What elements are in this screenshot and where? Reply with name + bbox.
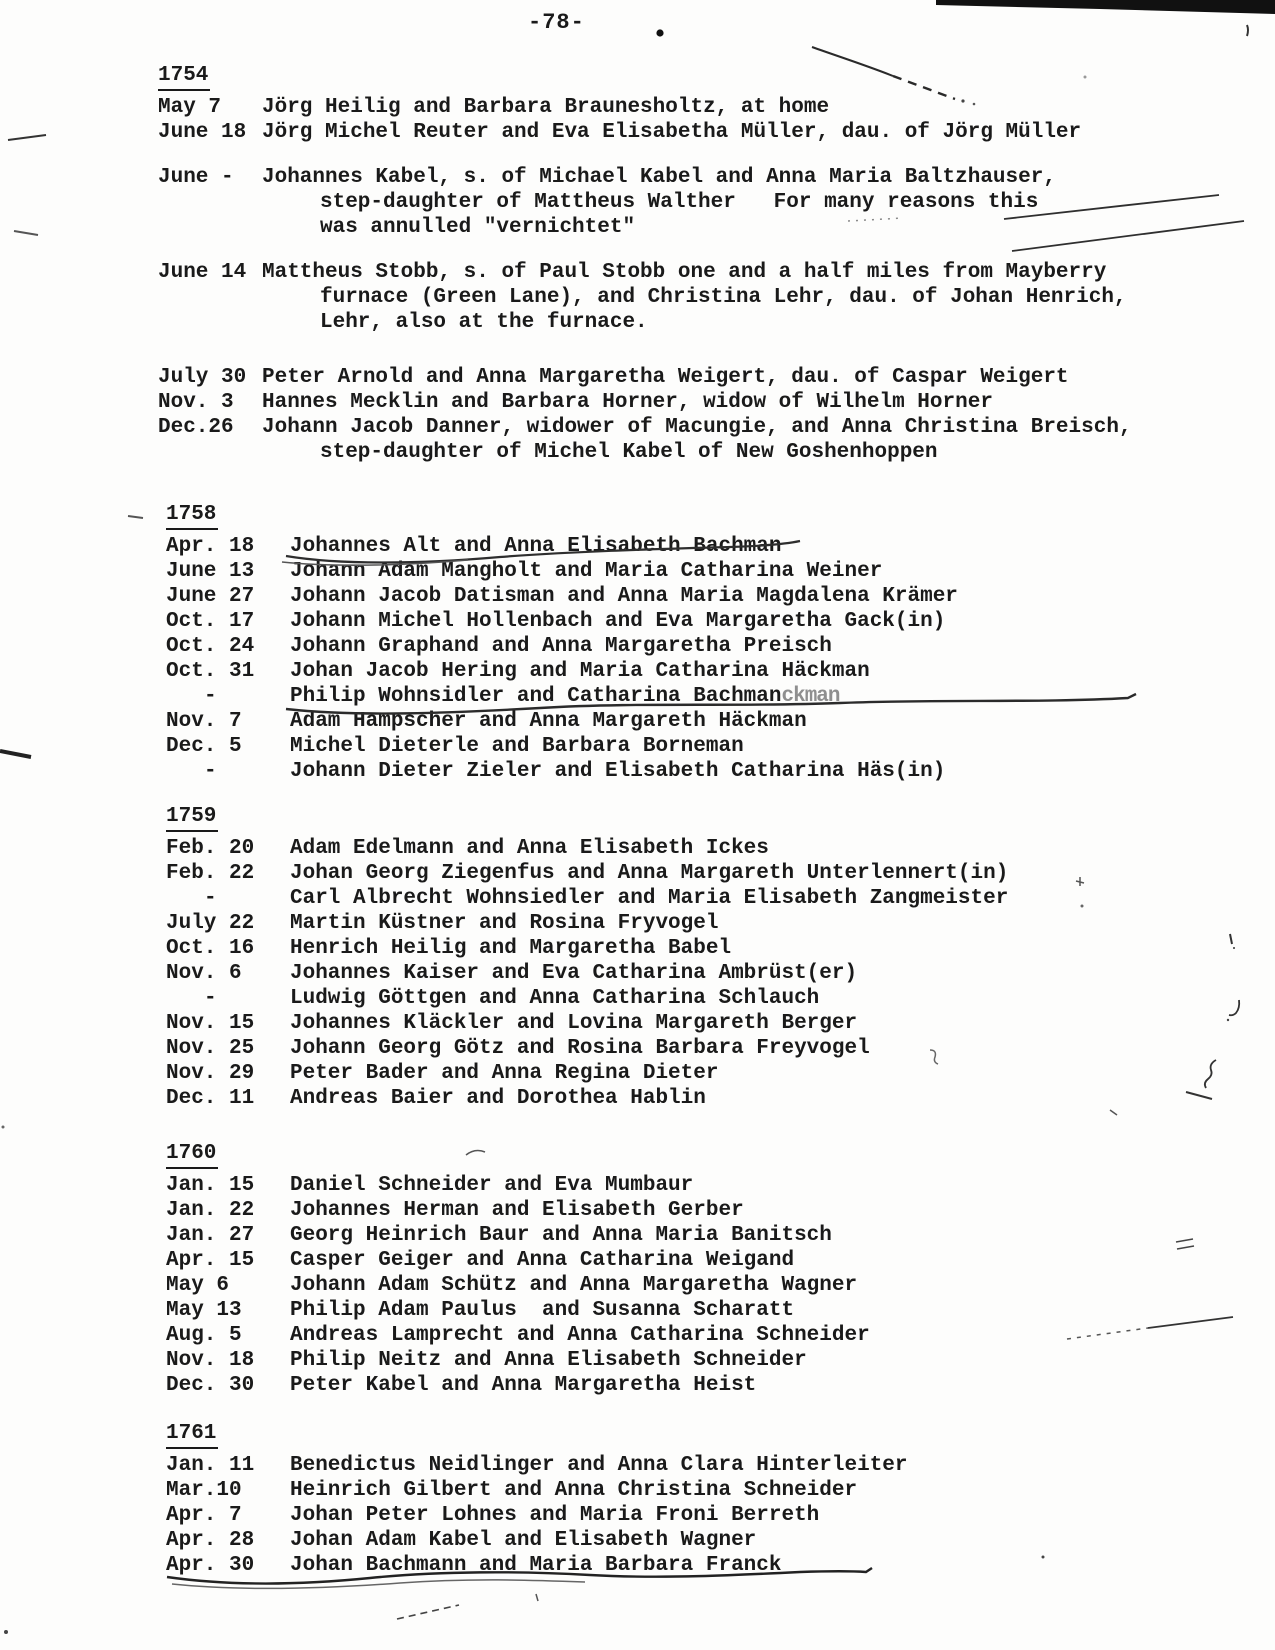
marriage-entry-line	[166, 1061, 1008, 1086]
entry-date	[158, 310, 262, 335]
entry-text: Andreas Baier and Dorothea Hablin	[290, 1087, 706, 1110]
marriage-entry-line	[166, 1173, 870, 1198]
pencil-line-bottom-right	[1067, 1328, 1148, 1339]
entry-text: Johann Dieter Zieler and Elisabeth Catharina Häs(in)	[290, 760, 946, 783]
year-heading: 1761	[166, 1422, 908, 1453]
entry-date	[158, 215, 262, 240]
marriage-entry-line	[166, 911, 1008, 936]
entry-text: Lehr, also at the furnace.	[320, 311, 648, 334]
entry-date: Oct. 31	[166, 660, 255, 683]
entry-date: Jan. 11	[166, 1454, 255, 1477]
top-edge-scan-bar	[936, 0, 1275, 14]
entry-text: Johann Adam Mangholt and Maria Catharina Weiner	[290, 560, 883, 583]
entry-text: Johann Georg Götz and Rosina Barbara Freyvogel	[290, 1037, 870, 1060]
entry-text: was annulled "vernichtet"	[320, 216, 636, 239]
page-number: -78-	[528, 10, 585, 35]
ink-dot-near-page-number	[656, 29, 663, 36]
marriage-entry-line	[166, 936, 1008, 961]
entry-date: May 6	[166, 1274, 230, 1297]
marriage-entry-line	[166, 986, 1008, 1011]
marriage-entry-line	[158, 365, 1132, 390]
pencil-dashes-bottom	[397, 1605, 459, 1619]
entry-date: June 14	[158, 261, 247, 284]
marriage-entry-line	[166, 534, 958, 559]
entry-text: Heinrich Gilbert and Anna Christina Schneider	[290, 1479, 858, 1502]
entry-text: Jörg Heilig and Barbara Braunesholtz, at home	[262, 96, 830, 119]
margin-smudge	[8, 135, 46, 140]
margin-smudge	[1233, 947, 1235, 949]
year-heading: 1754	[158, 64, 1132, 95]
pencil-scrawl-bottom	[172, 1580, 585, 1589]
marriage-entry-line	[166, 759, 958, 784]
margin-smudge	[1186, 1092, 1212, 1099]
marriage-entry-line	[166, 684, 958, 709]
entry-text: Philip Wohnsidler and Catharina Bachmanckman	[290, 685, 840, 708]
marriage-entry-line	[166, 609, 958, 634]
entry-date: Dec. 30	[166, 1374, 255, 1397]
entry-date: Nov. 7	[166, 710, 242, 733]
entry-date	[158, 285, 262, 310]
entry-text: Carl Albrecht Wohnsiedler and Maria Elisabeth Zangmeister	[290, 887, 1009, 910]
year-heading: 1758	[166, 503, 958, 534]
entry-text: Johann Jacob Datisman and Anna Maria Magdalena Krämer	[290, 585, 958, 608]
entry-text: Henrich Heilig and Margaretha Babel	[290, 937, 732, 960]
pencil-line-bottom-right	[1148, 1317, 1233, 1328]
margin-smudge	[1230, 934, 1232, 944]
marriage-entry-line	[166, 659, 958, 684]
entry-text: Michel Dieterle and Barbara Borneman	[290, 735, 744, 758]
marriage-entry-line	[166, 1478, 908, 1503]
marriage-entry-line	[166, 1011, 1008, 1036]
entry-date: -	[204, 987, 217, 1010]
entry-text: Johann Michel Hollenbach and Eva Margaretha Gack(in)	[290, 610, 946, 633]
entry-text: Andreas Lamprecht and Anna Catharina Schneider	[290, 1324, 870, 1347]
entry-date: Jan. 27	[166, 1224, 255, 1247]
entry-date: Dec.26	[158, 416, 234, 439]
margin-smudge	[128, 516, 143, 518]
margin-smudge	[1081, 905, 1084, 908]
marriage-entry-line	[158, 165, 1132, 190]
entry-date: Dec. 11	[166, 1087, 255, 1110]
entry-text: Johannes Kläckler and Lovina Margareth Berger	[290, 1012, 858, 1035]
entry-date: Oct. 16	[166, 937, 255, 960]
entry-text: step-daughter of Michel Kabel of New Goshenhoppen	[320, 441, 938, 464]
margin-smudge	[1205, 1060, 1216, 1088]
entry-date: Apr. 18	[166, 535, 255, 558]
marriage-entry-line	[158, 120, 1132, 145]
entry-date: May 13	[166, 1299, 242, 1322]
entry-text: Johan Peter Lohnes and Maria Froni Berreth	[290, 1504, 820, 1527]
marriage-entry-line	[166, 1086, 1008, 1111]
entry-text: Johan Bachmann and Maria Barbara Franck	[290, 1554, 782, 1577]
entry-date	[158, 440, 262, 465]
entry-text: Daniel Schneider and Eva Mumbaur	[290, 1174, 694, 1197]
entry-text: Johan Georg Ziegenfus and Anna Margareth Unterlennert(in)	[290, 862, 1009, 885]
marriage-entry-line	[166, 1248, 870, 1273]
entry-date: Nov. 15	[166, 1012, 255, 1035]
entry-text: Johannes Alt and Anna Elisabeth Bachman	[290, 535, 782, 558]
marriage-entry-line	[166, 709, 958, 734]
marriage-entry-line	[166, 861, 1008, 886]
entry-text: Johan Jacob Hering and Maria Catharina Häckman	[290, 660, 870, 683]
marriage-entry-line	[158, 415, 1132, 440]
marriage-entry-line	[166, 1223, 870, 1248]
entry-date: July 22	[166, 912, 255, 935]
entry-gap	[158, 335, 1132, 365]
year-section-1760	[166, 1142, 870, 1398]
margin-smudge	[1176, 1239, 1194, 1249]
entry-date: June 13	[166, 560, 255, 583]
entry-text: Benedictus Neidlinger and Anna Clara Hinterleiter	[290, 1454, 908, 1477]
entry-date: Nov. 25	[166, 1037, 255, 1060]
entry-date	[158, 190, 262, 215]
marriage-entry-line	[166, 1528, 908, 1553]
year-section-1758	[166, 503, 958, 784]
year-heading: 1759	[166, 805, 1008, 836]
entry-date: Mar.10	[166, 1479, 242, 1502]
entry-date: Nov. 3	[158, 391, 234, 414]
marriage-entry-line	[166, 1036, 1008, 1061]
entry-gap	[158, 145, 1132, 165]
marriage-entry-line	[158, 310, 1132, 335]
entry-text: Martin Küstner and Rosina Fryvogel	[290, 912, 719, 935]
entry-date: Nov. 6	[166, 962, 242, 985]
entry-text: Casper Geiger and Anna Catharina Weigand	[290, 1249, 795, 1272]
entry-date: Jan. 15	[166, 1174, 255, 1197]
marriage-entry-line	[166, 734, 958, 759]
entry-text: Mattheus Stobb, s. of Paul Stobb one and a half miles from Mayberry	[262, 261, 1107, 284]
margin-smudge	[1247, 25, 1248, 36]
margin-smudge	[4, 1630, 8, 1634]
entry-text: Johann Jacob Danner, widower of Macungie, and Anna Christina Breisch,	[262, 416, 1132, 439]
entry-text: Johannes Kaiser and Eva Catharina Ambrüst(er)	[290, 962, 858, 985]
year-section-1754	[158, 64, 1132, 465]
marriage-entry-line	[166, 886, 1008, 911]
entry-text: Johannes Herman and Elisabeth Gerber	[290, 1199, 744, 1222]
entry-text: Philip Adam Paulus and Susanna Scharatt	[290, 1299, 795, 1322]
marriage-entry-line	[166, 1298, 870, 1323]
entry-date: -	[204, 887, 217, 910]
entry-text: Peter Kabel and Anna Margaretha Heist	[290, 1374, 757, 1397]
marriage-entry-line	[158, 440, 1132, 465]
entry-date: Nov. 18	[166, 1349, 255, 1372]
entry-date: -	[204, 760, 217, 783]
entry-text: Johannes Kabel, s. of Michael Kabel and Anna Maria Baltzhauser,	[262, 166, 1056, 189]
year-section-1759	[166, 805, 1008, 1111]
marriage-entry-line	[166, 559, 958, 584]
marriage-entry-line	[166, 1323, 870, 1348]
marriage-entry-line	[166, 1348, 870, 1373]
entry-date: Feb. 20	[166, 837, 255, 860]
entry-date: Aug. 5	[166, 1324, 242, 1347]
entry-text: Peter Arnold and Anna Margaretha Weigert, dau. of Caspar Weigert	[262, 366, 1069, 389]
entry-date: May 7	[158, 96, 222, 119]
marriage-entry-line	[166, 1273, 870, 1298]
margin-smudge	[1227, 1019, 1229, 1021]
entry-text: Adam Edelmann and Anna Elisabeth Ickes	[290, 837, 769, 860]
entry-text: Johann Adam Schütz and Anna Margaretha Wagner	[290, 1274, 858, 1297]
entry-text: furnace (Green Lane), and Christina Lehr, dau. of Johan Henrich,	[320, 286, 1127, 309]
margin-smudge	[536, 1594, 538, 1601]
entry-date: Oct. 17	[166, 610, 255, 633]
marriage-entry-line	[166, 836, 1008, 861]
entry-date: July 30	[158, 366, 247, 389]
year-heading: 1760	[166, 1142, 870, 1173]
entry-date: Apr. 30	[166, 1554, 255, 1577]
entry-date: -	[204, 685, 217, 708]
margin-smudge	[1042, 1556, 1045, 1559]
overstruck-text: ckman	[781, 685, 840, 708]
margin-smudge	[0, 751, 31, 757]
entry-date: Feb. 22	[166, 862, 255, 885]
marriage-entry-line	[158, 190, 1132, 215]
year-section-1761	[166, 1422, 908, 1578]
entry-text: Philip Neitz and Anna Elisabeth Schneider	[290, 1349, 807, 1372]
marriage-entry-line	[166, 1503, 908, 1528]
entry-date: June 27	[166, 585, 255, 608]
margin-smudge	[1076, 877, 1084, 886]
entry-date: Apr. 7	[166, 1504, 242, 1527]
entry-text: Peter Bader and Anna Regina Dieter	[290, 1062, 719, 1085]
entry-text: Adam Hampscher and Anna Margareth Häckman	[290, 710, 807, 733]
entry-date: Apr. 15	[166, 1249, 255, 1272]
entry-text: Johan Adam Kabel and Elisabeth Wagner	[290, 1529, 757, 1552]
entry-text: Jörg Michel Reuter and Eva Elisabetha Müller, dau. of Jörg Müller	[262, 121, 1082, 144]
marriage-entry-line	[158, 95, 1132, 120]
entry-date: Jan. 22	[166, 1199, 255, 1222]
marriage-entry-line	[166, 961, 1008, 986]
margin-smudge	[14, 231, 38, 235]
marriage-entry-line	[158, 285, 1132, 310]
marriage-entry-line	[158, 215, 1132, 240]
marriage-entry-line	[166, 1198, 870, 1223]
entry-gap	[158, 240, 1132, 260]
entry-date: June 18	[158, 121, 247, 144]
entry-text: Ludwig Göttgen and Anna Catharina Schlauch	[290, 987, 820, 1010]
margin-smudge	[2, 1126, 5, 1129]
entry-date: Dec. 5	[166, 735, 242, 758]
entry-date: June -	[158, 166, 234, 189]
entry-date: Oct. 24	[166, 635, 255, 658]
marriage-entry-line	[166, 634, 958, 659]
entry-text: step-daughter of Mattheus Walther For many reasons this	[320, 191, 1039, 214]
marriage-entry-line	[158, 260, 1132, 285]
marriage-entry-line	[166, 1453, 908, 1478]
marriage-entry-line	[166, 584, 958, 609]
entry-date: Nov. 29	[166, 1062, 255, 1085]
marriage-entry-line	[166, 1373, 870, 1398]
entry-date: Apr. 28	[166, 1529, 255, 1552]
entry-text: Hannes Mecklin and Barbara Horner, widow of Wilhelm Horner	[262, 391, 993, 414]
entry-text: Georg Heinrich Baur and Anna Maria Banitsch	[290, 1224, 832, 1247]
entry-text: Johann Graphand and Anna Margaretha Preisch	[290, 635, 832, 658]
marriage-entry-line	[158, 390, 1132, 415]
marriage-entry-line	[166, 1553, 908, 1578]
margin-smudge	[1110, 1110, 1117, 1115]
margin-smudge	[1229, 1000, 1239, 1015]
